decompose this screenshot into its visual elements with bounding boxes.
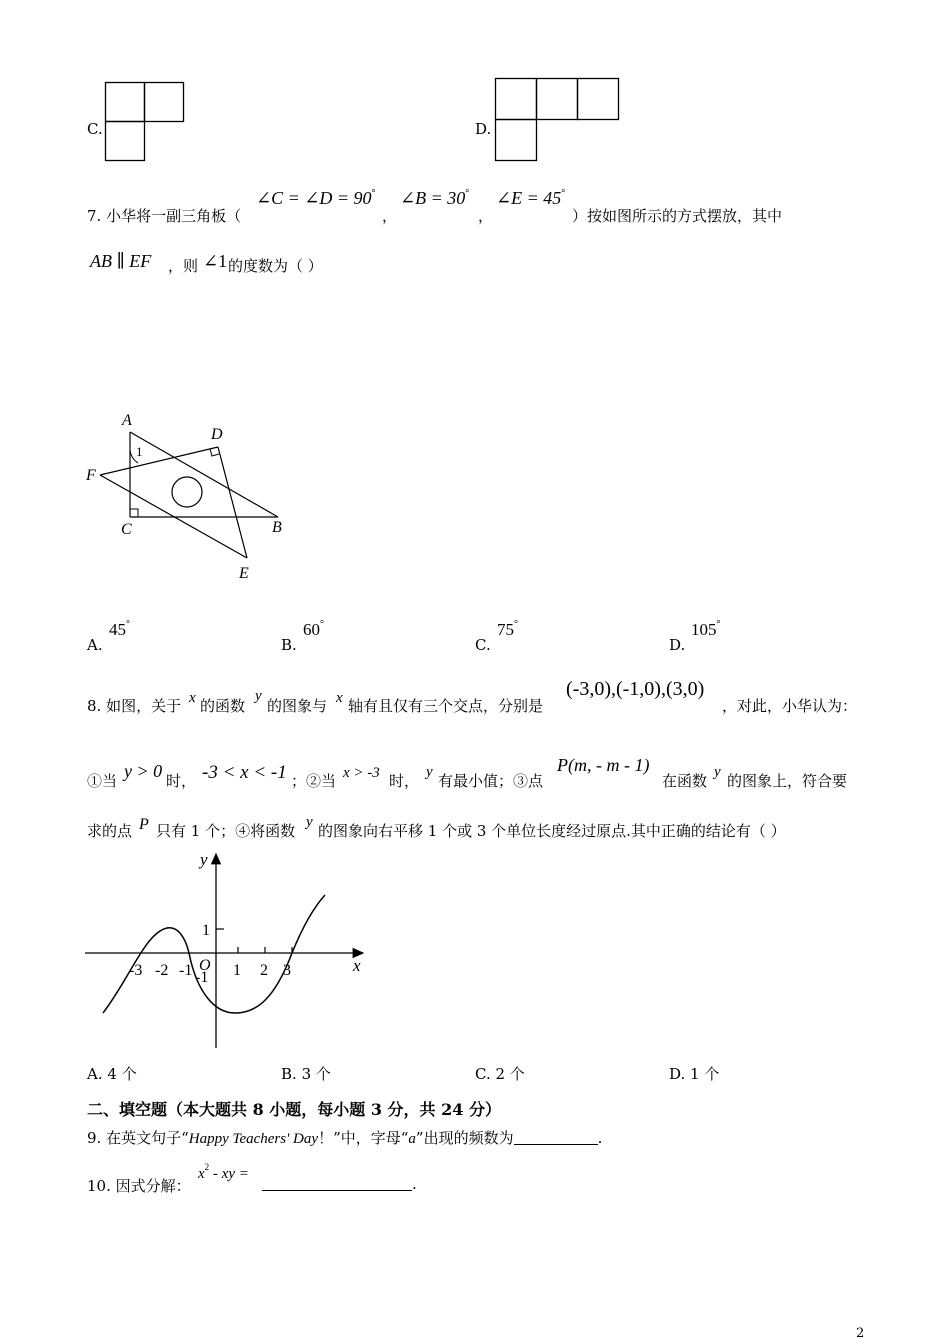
label-f: F	[86, 467, 96, 484]
q7-angle-e: ∠E = 45°	[496, 188, 566, 208]
q7-choice-c-label: C.	[475, 636, 491, 654]
q8-l3-a: 求的点	[87, 822, 133, 840]
q7-question-tail: 的度数为（ ）	[228, 257, 323, 275]
q8-y-2: y	[426, 764, 433, 780]
q8-l2-e: 有最小值；③点	[438, 772, 544, 790]
q8-x-1: x	[189, 690, 196, 706]
q8-points: (-3,0),(-1,0),(3,0)	[566, 678, 705, 700]
graph-tick-3: 3	[283, 962, 291, 979]
q7-comma-1: ，	[382, 207, 398, 225]
graph-tick-neg1: -1	[179, 962, 193, 979]
q7-line1-start: 7. 小华将一副三角板（	[87, 207, 242, 225]
page-number: 2	[856, 1326, 865, 1341]
q8-line1-b: 的函数	[200, 697, 246, 715]
q8-l2-c: ；②当	[291, 772, 337, 790]
graph-tick-y1: 1	[202, 922, 210, 939]
label-d: D	[211, 426, 223, 443]
q7-then: ，则	[168, 257, 199, 275]
label-angle-1: 1	[136, 444, 143, 459]
q7-angle-b: ∠B = 30°	[400, 188, 470, 208]
option-d-shape	[494, 76, 622, 162]
q8-line1-a: 8. 如图，关于	[87, 697, 182, 715]
q7-triangle-figure	[80, 405, 300, 590]
q8-l2-a: ①当	[87, 772, 118, 790]
q10-answer-blank[interactable]	[262, 1176, 412, 1191]
q8-l2-f: 在函数	[662, 772, 708, 790]
q9-sentence: Happy Teachers' Day	[188, 1131, 319, 1147]
graph-tick-neg3: -3	[129, 962, 143, 979]
graph-tick-neg2: -2	[155, 962, 169, 979]
q10-prefix: 10. 因式分解：	[87, 1177, 191, 1195]
q8-l2-b: 时，	[166, 772, 197, 790]
q7-parallel: AB ∥ EF	[90, 251, 152, 271]
q8-l2-g: 的图象上，符合要	[727, 772, 848, 790]
q7-choice-d-value: 105°	[691, 619, 721, 639]
q8-l2-d: 时，	[389, 772, 420, 790]
q10-expression: $x^2$ - xy =	[198, 1162, 249, 1182]
q7-choice-b-value: 60°	[303, 619, 324, 639]
q7-angle-cd: ∠C = ∠D = 90°	[256, 188, 376, 208]
q7-choice-a-value: 45°	[109, 619, 130, 639]
option-c-label: C.	[87, 120, 103, 138]
q8-range1: -3 < x < -1	[202, 762, 287, 783]
q8-choice-c: C. 2 个	[475, 1065, 525, 1083]
q7-choice-c-value: 75°	[497, 619, 518, 639]
q8-y-3: y	[714, 764, 721, 780]
graph-tick-1: 1	[233, 962, 241, 979]
q8-y-4: y	[306, 814, 313, 830]
q7-angle1: ∠1	[203, 251, 228, 271]
q8-line1-c: 的图象与	[267, 697, 328, 715]
q8-point-p: P(m, - m - 1)	[557, 755, 650, 775]
q7-line1-end: ）按如图所示的方式摆放，其中	[572, 207, 783, 225]
graph-tick-2: 2	[260, 962, 268, 979]
q9-answer-blank[interactable]	[514, 1130, 598, 1145]
section-heading: 二、填空题（本大题共 8 小题，每小题 3 分，共 24 分）	[87, 1100, 501, 1119]
q7-choice-d-label: D.	[669, 636, 686, 654]
label-e: E	[239, 565, 249, 582]
q8-l3-b: 只有 1 个；④将函数	[156, 822, 296, 840]
q8-function-graph	[85, 848, 370, 1053]
q8-y-1: y	[255, 688, 262, 704]
q10-answer: .	[262, 1175, 417, 1193]
label-b: B	[272, 519, 282, 536]
q7-choice-b-label: B.	[281, 636, 297, 654]
graph-tick-yneg1: -1	[195, 969, 209, 986]
graph-y-label: y	[200, 850, 208, 869]
label-a: A	[122, 412, 132, 429]
q7-comma-2: ，	[478, 207, 494, 225]
option-c-shape	[104, 80, 186, 162]
q8-choice-b: B. 3 个	[281, 1065, 331, 1083]
label-c: C	[121, 521, 132, 538]
q8-x-2: x	[336, 690, 343, 706]
option-d-label: D.	[475, 120, 492, 138]
q8-p: P	[139, 816, 149, 833]
graph-origin: O	[199, 957, 211, 974]
graph-x-label: x	[353, 956, 361, 975]
q8-cond1: y > 0	[124, 761, 163, 781]
q8-l3-c: 的图象向右平移 1 个或 3 个单位长度经过原点.其中正确的结论有（ ）	[318, 822, 786, 840]
q7-choice-a-label: A.	[87, 636, 103, 654]
q8-cond2: x > -3	[343, 765, 380, 781]
q8-line1-d: 轴有且仅有三个交点，分别是	[348, 697, 544, 715]
q9-line: 9. 在英文句子“Happy Teachers' Day！”中，字母“a”出现的频数为 .	[87, 1129, 603, 1147]
q9-letter: a	[408, 1131, 416, 1147]
q8-choice-a: A. 4 个	[87, 1065, 137, 1083]
q8-line1-e: ，对此，小华认为：	[722, 697, 858, 715]
q8-choice-d: D. 1 个	[669, 1065, 720, 1083]
